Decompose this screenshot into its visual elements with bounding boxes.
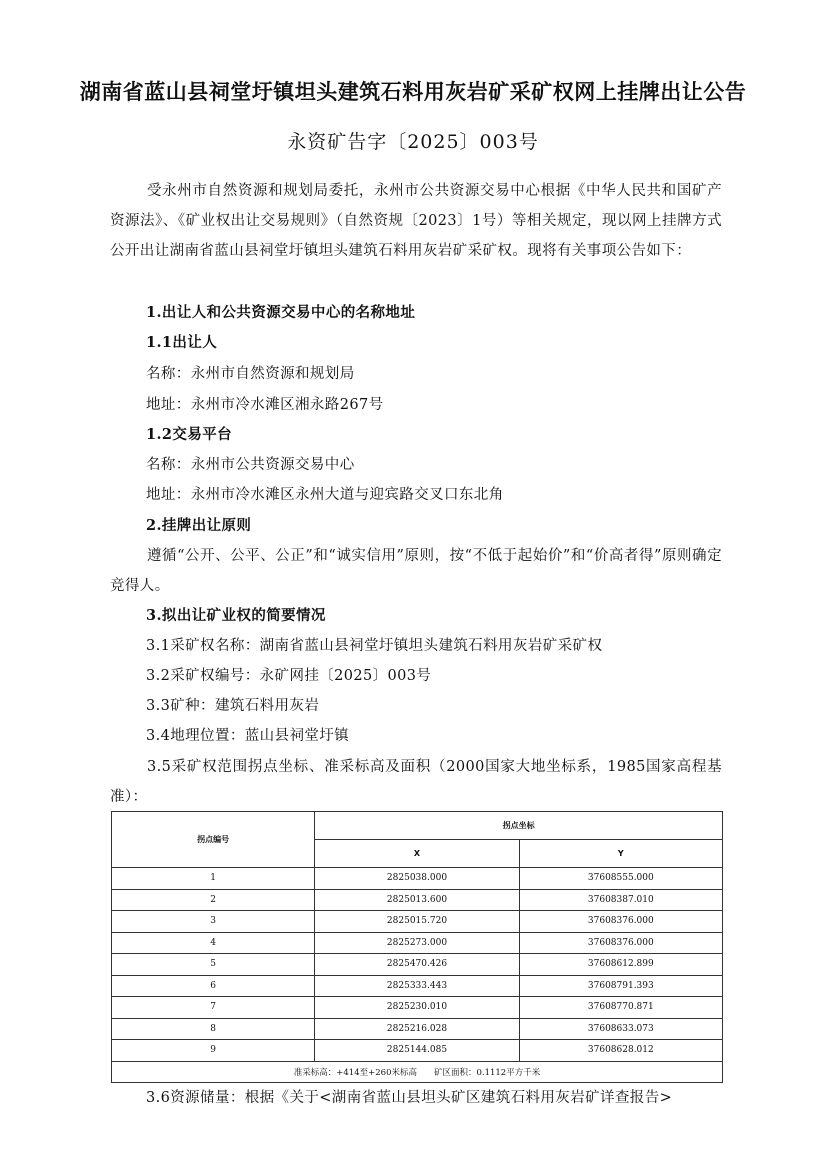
coord-x: 2825273.000	[315, 932, 519, 954]
table-footer: 准采标高：+414至+260米标高 矿区面积：0.1112平方千米	[112, 1061, 723, 1082]
section-2-heading: 2.挂牌出让原则	[146, 517, 252, 534]
coordinates-table	[111, 811, 723, 1083]
table-row	[112, 889, 723, 911]
coord-x: 2825230.010	[315, 997, 519, 1019]
item-3-3: 3.3矿种：建筑石料用灰岩	[146, 698, 320, 714]
table-row	[112, 975, 723, 997]
coord-y: 37608555.000	[519, 868, 722, 890]
item-3-5: 3.5采矿权范围拐点坐标、准采标高及面积（2000国家大地坐标系，1985国家高程基准）：	[110, 759, 722, 805]
coord-y: 37608770.871	[519, 997, 722, 1019]
section-1-heading: 1.出让人和公共资源交易中心的名称地址	[146, 304, 416, 321]
announcement-title: 湖南省蓝山县祠堂圩镇坦头建筑石料用灰岩矿采矿权网上挂牌出让公告	[79, 80, 747, 104]
header-coordinates: 拐点坐标	[315, 812, 723, 840]
section-1-1-heading: 1.1出让人	[146, 334, 218, 351]
coord-y: 37608376.000	[519, 932, 722, 954]
coord-y: 37608612.899	[519, 954, 722, 976]
table-row	[112, 932, 723, 954]
header-x: X	[315, 840, 519, 868]
point-id: 1	[112, 868, 315, 890]
item-3-2: 3.2采矿权编号：永矿网挂〔2025〕003号	[146, 668, 432, 684]
table-row	[112, 1018, 723, 1040]
coord-x: 2825013.600	[315, 889, 519, 911]
coord-y: 37608633.073	[519, 1018, 722, 1040]
coord-x: 2825216.028	[315, 1018, 519, 1040]
section-2-text: 遵循“公开、公平、公正”和“诚实信用”原则，按“不低于起始价”和“价高者得”原则确定竞得人。	[110, 548, 722, 594]
coord-x: 2825144.085	[315, 1040, 519, 1062]
point-id: 8	[112, 1018, 315, 1040]
point-id: 3	[112, 911, 315, 933]
coord-x: 2825333.443	[315, 975, 519, 997]
table-row	[112, 954, 723, 976]
coord-y: 37608628.012	[519, 1040, 722, 1062]
coord-x: 2825470.426	[315, 954, 519, 976]
coord-x: 2825015.720	[315, 911, 519, 933]
item-3-4: 3.4地理位置：蓝山县祠堂圩镇	[146, 728, 350, 744]
item-3-1: 3.1采矿权名称：湖南省蓝山县祠堂圩镇坦头建筑石料用灰岩矿采矿权	[146, 638, 603, 654]
table-row	[112, 868, 723, 890]
point-id: 6	[112, 975, 315, 997]
point-id: 4	[112, 932, 315, 954]
coord-y: 37608376.000	[519, 911, 722, 933]
coord-y: 37608791.393	[519, 975, 722, 997]
platform-address: 地址：永州市冷水滩区永州大道与迎宾路交叉口东北角	[146, 487, 504, 503]
header-point-id: 拐点编号	[112, 812, 315, 868]
point-id: 7	[112, 997, 315, 1019]
header-y: Y	[519, 840, 722, 868]
section-3-heading: 3.拟出让矿业权的简要情况	[146, 607, 326, 624]
platform-name: 名称：永州市公共资源交易中心	[146, 457, 355, 473]
point-id: 5	[112, 954, 315, 976]
table-row	[112, 911, 723, 933]
point-id: 2	[112, 889, 315, 911]
point-id: 9	[112, 1040, 315, 1062]
coord-x: 2825038.000	[315, 868, 519, 890]
transferor-name: 名称：永州市自然资源和规划局	[146, 366, 355, 382]
transferor-address: 地址：永州市冷水滩区湘永路267号	[146, 397, 384, 413]
section-1-2-heading: 1.2交易平台	[146, 426, 233, 443]
coord-y: 37608387.010	[519, 889, 722, 911]
intro-paragraph: 受永州市自然资源和规划局委托，永州市公共资源交易中心根据《中华人民共和国矿产资源法》、《矿业权出让交易规则》（自然资规〔2023〕1号）等相关规定，现以网上挂牌方式公开出让湖南省蓝山县祠堂圩镇坦头建筑石料用灰岩矿采矿权。现将有关事项公告如下：	[110, 183, 722, 259]
table-row	[112, 997, 723, 1019]
item-3-6: 3.6资源储量：根据《关于<湖南省蓝山县坦头矿区建筑石料用灰岩矿详查报告>	[146, 1090, 673, 1106]
table-row	[112, 1040, 723, 1062]
document-number: 永资矿告字〔2025〕003号	[287, 131, 539, 153]
